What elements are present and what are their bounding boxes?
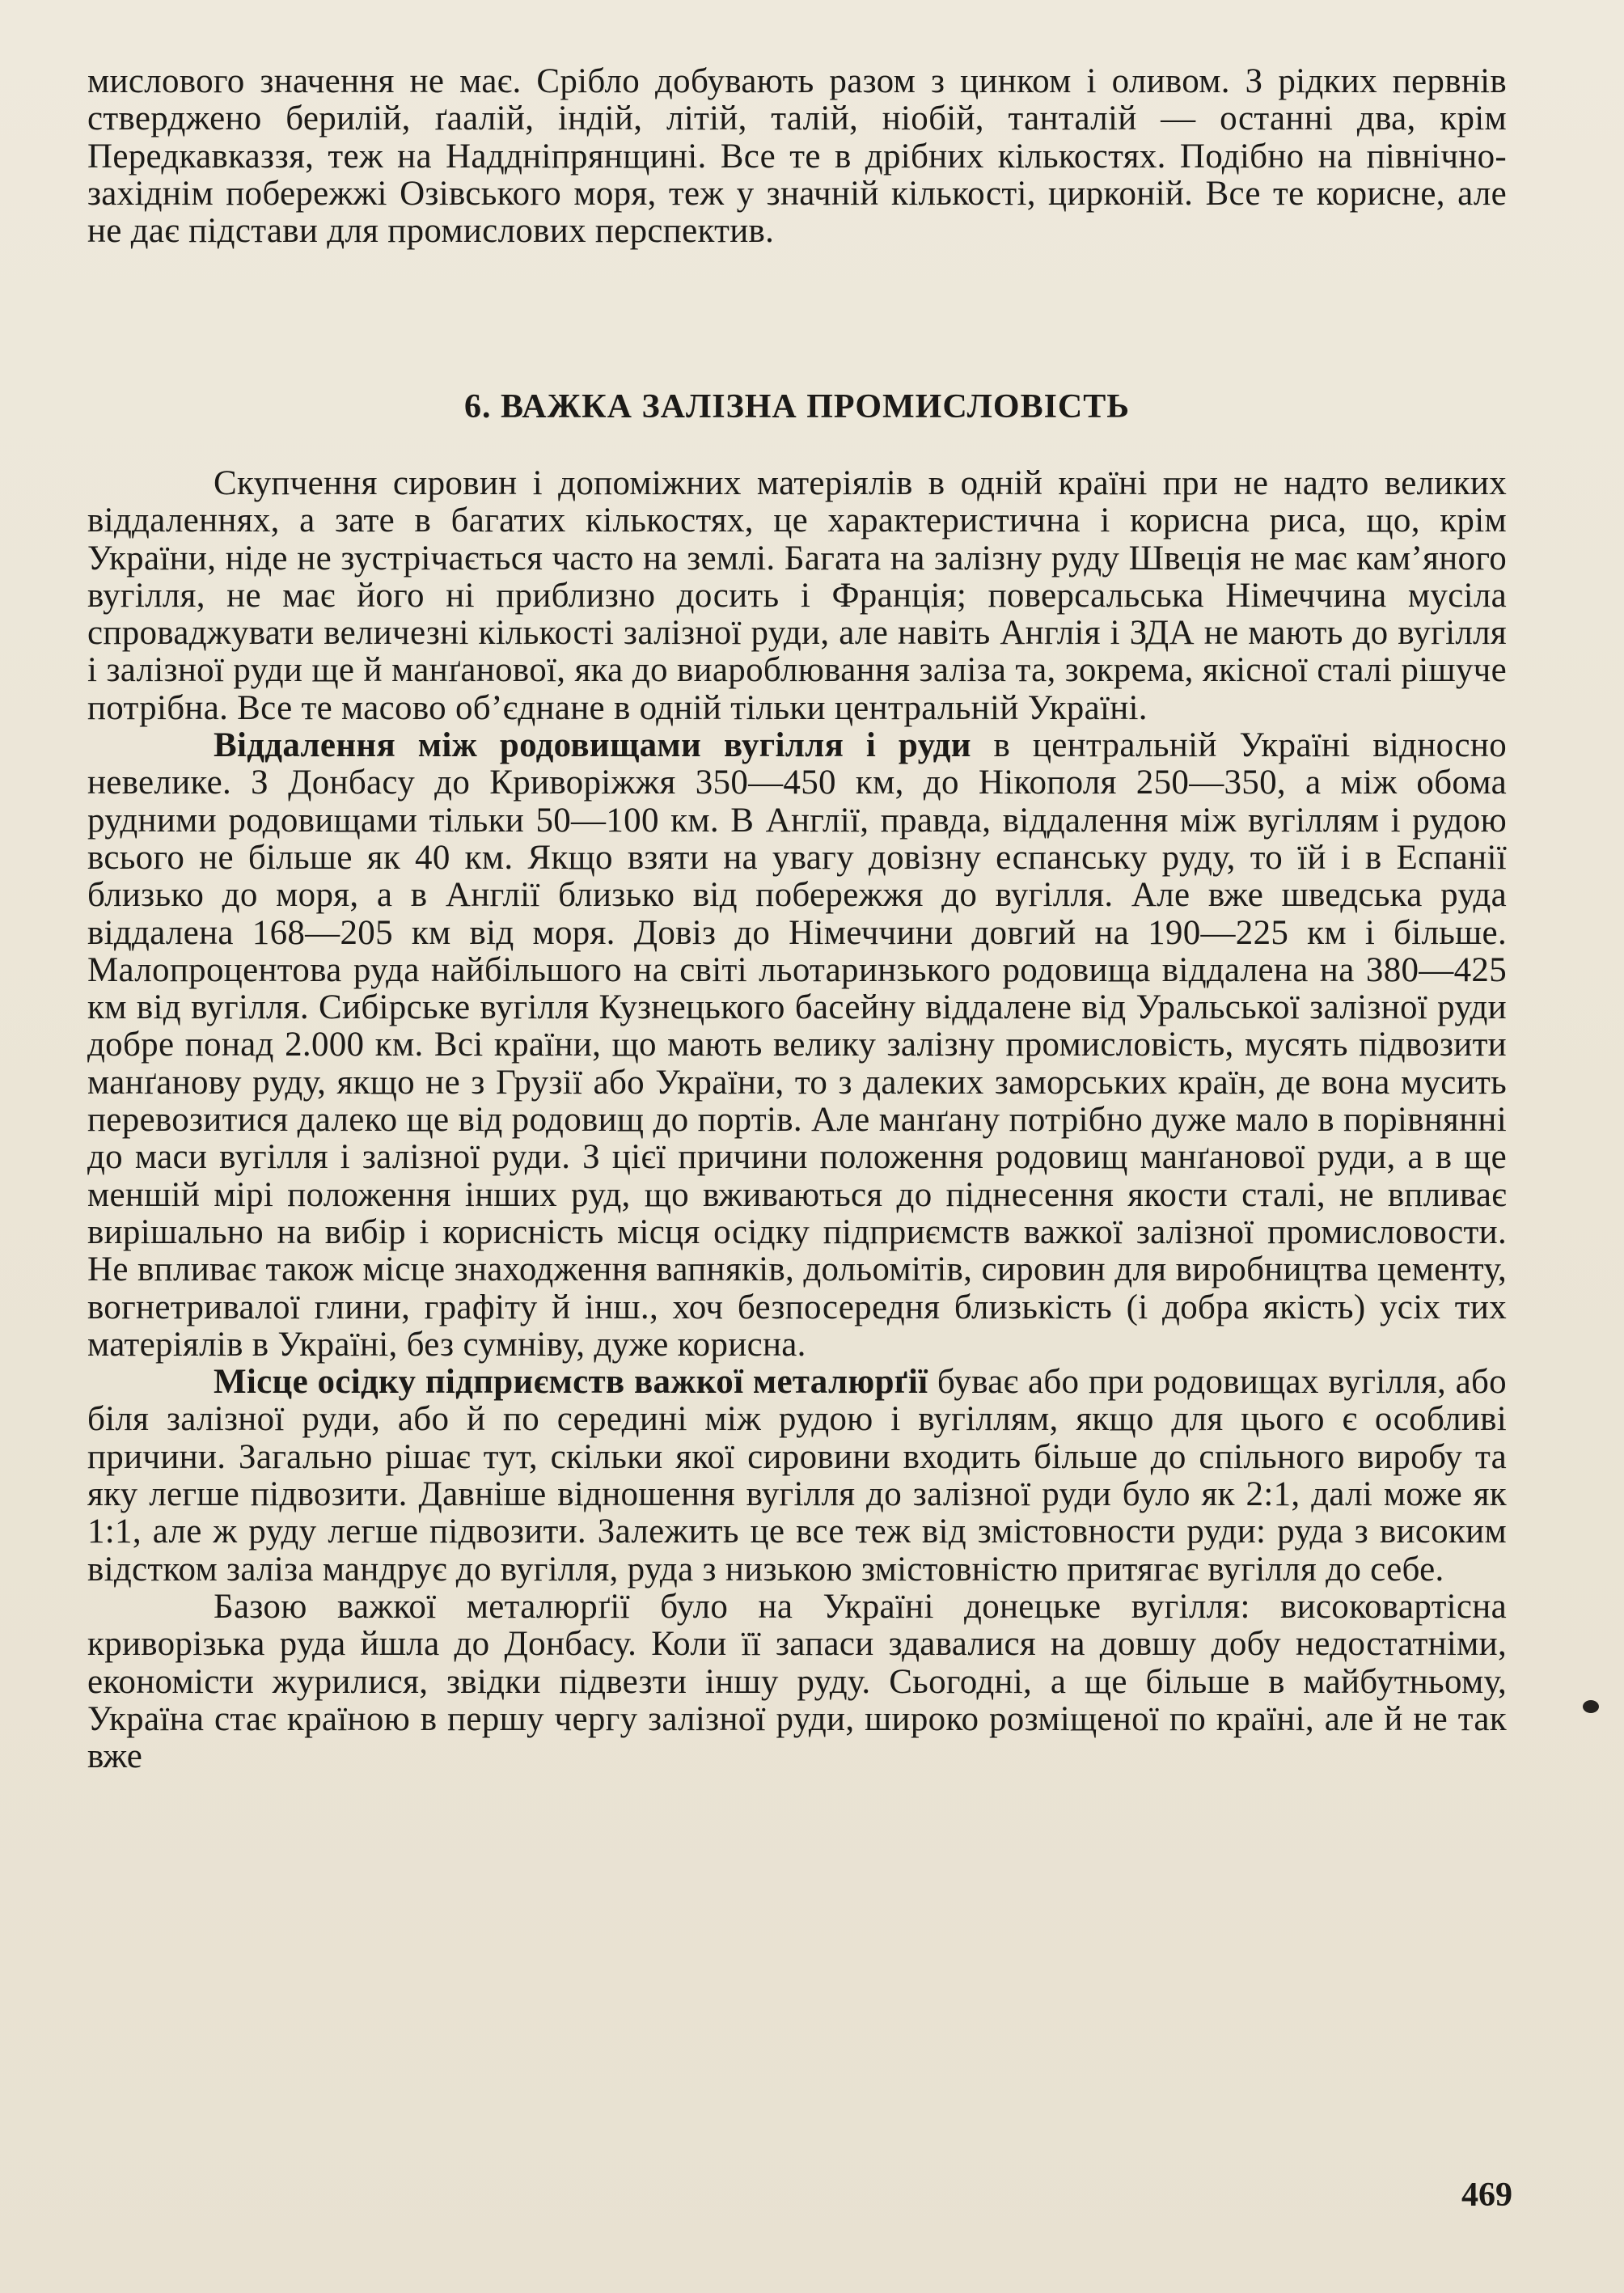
paragraph-2-lead: Віддалення між родовищами вугілля і руди [214, 726, 971, 765]
paragraph-4 [87, 1589, 1507, 1775]
paragraph-4-text: Базою важкої металюрґії було на Україні донецьке вугілля: високовартісна криворізька руда йшла до Донбасу. Коли її запаси здавалися на довшу добу недостатніми, економісти журилися, звідки підвезти іншу руду. Сьогодні, а ще більше в майбутньому, Україна стає країною в першу чергу залізної руди, широко розміщеної по країні, але й не так вже [87, 1587, 1507, 1776]
intro-paragraph: мислового значення не має. Срібло добувають разом з цинком і оливом. З рідких первнів стверджено берилій, ґаалій, індій, літій, талій, ніобій, танталій — останні два, крім Передкавказзя, теж на Наддніпрянщині. Все те в дрібних кількостях. Подібно на північно-західнім побережжі Озівського моря, теж у значній кількості, цирконій. Все те корисне, але не дає підстави для промислових перспектив. [87, 62, 1507, 251]
section-heading: 6. ВАЖКА ЗАЛІЗНА ПРОМИСЛОВІСТЬ [463, 388, 1131, 425]
paragraph-2 [87, 727, 1507, 1364]
paragraph-1-text: Скупчення сировин і допоміжних матеріялів в одній країні при не надто великих віддаленнях, а зате в багатих кількостях, це характеристична і корисна риса, що, крім України, ніде не зустрічається часто на землі. Багата на залізну руду Швеція не має кам’яного вугілля, не має його ні приблизно досить і Франція; поверсальська Німеччина мусіла спроваджувати величезні кількості залізної руди, але навіть Англія і ЗДА не мають до вугілля і залізної руди ще й манґанової, яка до виароблювання заліза та, зокрема, якісної сталі рішуче потрібна. Все те масово об’єднане в одній тільки центральній Україні. [87, 464, 1507, 727]
paragraph-3-lead: Місце осідку підприємств важкої металюрґії [214, 1363, 928, 1402]
intro-block [87, 63, 1507, 250]
margin-ink-dot [1583, 1700, 1599, 1713]
paragraph-2-text: в центральній Україні відносно невелике. З Донбасу до Криворіжжя 350—450 км, до Нікополя 250—350, а між обома рудними родовищами тільки 50—100 км. В Англії, правда, віддалення між вугіллям і рудою всього не більше як 40 км. Якщо взяти на увагу довізну еспанську руду, то їй і в Еспанії близько до моря, а в Англії близько від побережжя до вугілля. Але вже шведська руда віддалена 168—205 км від моря. Довіз до Німеччини довгий на 190—225 км і більше. Малопроцентова руда найбільшого на світі льотаринзького родовища віддалена на 380—425 км від вугілля. Сибірське вугілля Кузнецького басейну віддалене від Уральської залізної руди добре понад 2.000 км. Всі країни, що мають велику залізну промисловість, мусять підвозити манґанову руду, якщо не з Грузії або України, то з далеких заморських країн, де вона мусить перевозитися далеко ще від родовищ до портів. Але манґану потрібно дуже мало в порівнянні до маси вугілля і залізної руди. З цієї причини положення родовищ манґанової руди, а в ще меншій мірі положення інших руд, що вживаються до піднесення якости сталі, не впливає вирішально на вибір і корисність місця осідку підприємств важкої залізної промисловости. Не впливає також місце знаходження вапняків, дольомітів, сировин для виробництва цементу, вогнетривалої глини, графіту й інш., хоч безпосередня близькість (і добра якість) усіх тих матеріялів в Україні, без сумніву, дуже корисна. [87, 726, 1507, 1364]
paragraph-3-text: буває або при родовищах вугілля, або біля залізної руди, або й по середині між рудою і вугіллям, якщо для цього є особливі причини. Загально рішає тут, скільки якої сировини входить більше до спільного виробу та яку легше підвозити. Давніше відношення вугілля до залізної руди було як 2:1, далі може як 1:1, але ж руду легше підвозити. Залежить це все теж від змістовности руди: руда з високим відстком заліза мандрує до вугілля, руда з низькою змістовністю притягає вугілля до себе. [87, 1363, 1507, 1589]
section-body [87, 465, 1507, 1775]
page-number: 469 [1461, 2177, 1512, 2214]
paragraph-1 [87, 465, 1507, 727]
paragraph-3 [87, 1364, 1507, 1589]
